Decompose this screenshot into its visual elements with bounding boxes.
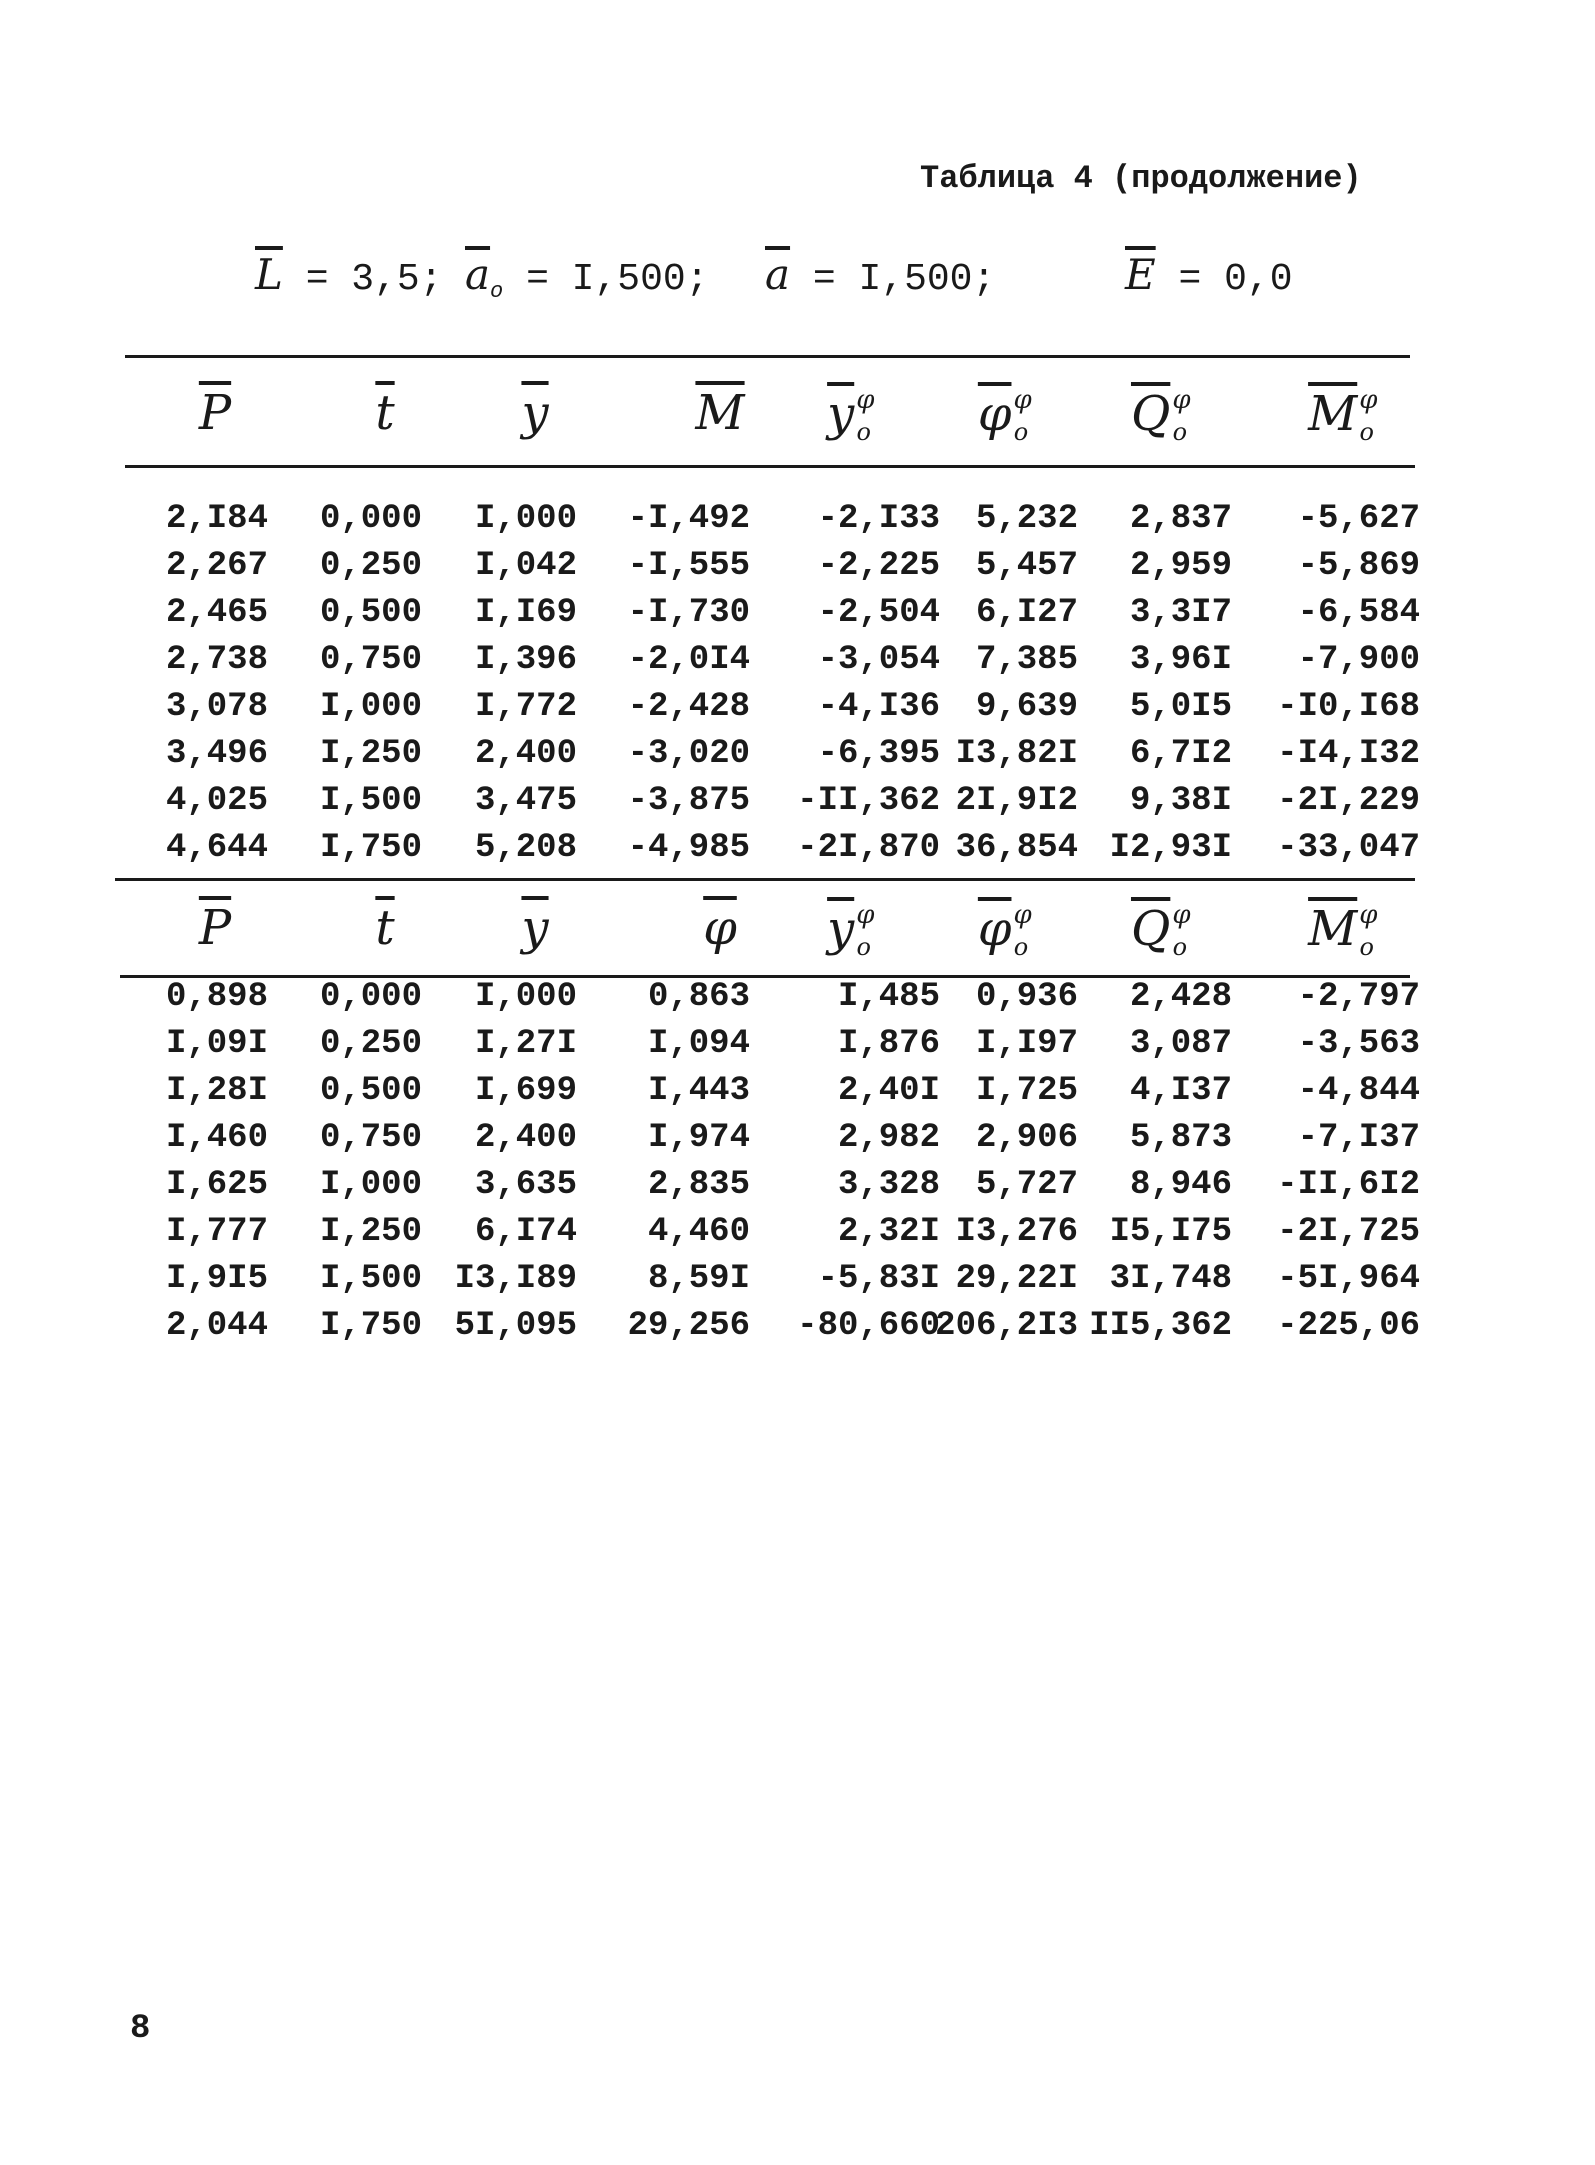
header-subscript: o [1013,933,1029,961]
table-caption: Таблица 4 (продолжение) [920,160,1362,197]
header-symbol: $\overline{\varphi}$ [977,901,1012,957]
param-value: = I,500; [526,258,709,301]
table-cell: -2,0I4 [627,641,750,679]
table-cell: I,000 [319,1166,422,1204]
header-symbol: $\overline{y}$ [521,385,549,441]
table-cell: -225,06 [1277,1307,1420,1345]
table-cell: 6,7I2 [1129,735,1232,773]
header-subscript: o [856,933,871,961]
param-subscript: o [490,279,504,304]
table-cell: 9,38I [1129,782,1232,820]
table-cell: 2,428 [1129,978,1232,1016]
table-cell: I3,I89 [454,1260,577,1298]
table-cell: I,28I [165,1072,268,1110]
table-cell: I,772 [474,688,577,726]
table1-header-cell [310,385,460,441]
table-cell: 3,496 [165,735,268,773]
header-symbol: $\overline{P}$ [198,385,232,441]
table-cell: 2,267 [165,547,268,585]
table2-header-cell [783,900,933,961]
header-symbol: $\overline{t}$ [375,900,395,956]
header-symbol: $\overline{y}$ [827,386,855,442]
table2-body [0,978,1595,1354]
table-cell: -7,900 [1297,641,1420,679]
header-superscript: φ [1359,900,1378,930]
table-cell: -5I,964 [1277,1260,1420,1298]
table-row [0,500,1595,547]
table-cell: -5,627 [1297,500,1420,538]
table-row [0,735,1595,782]
table-cell: 0,750 [319,641,422,679]
table1-header-cell [460,385,610,441]
table-cell: I,27I [474,1025,577,1063]
table-cell: I,000 [474,500,577,538]
table1-header [0,385,1595,475]
table-cell: -I4,I32 [1277,735,1420,773]
table-cell: -4,I36 [817,688,940,726]
table-cell: -3,563 [1297,1025,1420,1063]
table-cell: 0,863 [647,978,750,1016]
table-cell: I,876 [837,1025,940,1063]
table-cell: 2,906 [975,1119,1078,1157]
table-cell: 8,946 [1129,1166,1232,1204]
table-cell: 6,I27 [975,594,1078,632]
header-symbol: $\overline{M}$ [695,385,745,441]
table-cell: 2,465 [165,594,268,632]
table-row [0,1213,1595,1260]
table-cell: -3,020 [627,735,750,773]
table-row [0,829,1595,876]
table-cell: 5I,095 [454,1307,577,1345]
header-subscript: o [1172,418,1188,446]
table-row [0,1260,1595,1307]
table-cell: I,9I5 [165,1260,268,1298]
param-E [1125,250,1293,301]
table-row [0,782,1595,829]
table1-top-rule [125,355,1410,358]
header-symbol: $\overline{P}$ [198,900,232,956]
table-cell: 5,873 [1129,1119,1232,1157]
table-row [0,978,1595,1025]
header-symbol: $\overline{M}$ [1308,901,1358,957]
table2-header-cell [140,900,290,956]
table1-bottom-rule [115,878,1415,881]
table-cell: 0,500 [319,594,422,632]
table-cell: 3,635 [474,1166,577,1204]
table-cell: -2,504 [817,594,940,632]
table-row [0,1025,1595,1072]
table-cell: I,460 [165,1119,268,1157]
table-cell: 3,328 [837,1166,940,1204]
table-cell: -3,054 [817,641,940,679]
table-cell: 0,500 [319,1072,422,1110]
table-cell: -II,6I2 [1277,1166,1420,1204]
table-cell: -2,797 [1297,978,1420,1016]
table-cell: 9,639 [975,688,1078,726]
table-row [0,641,1595,688]
table-cell: I,750 [319,829,422,867]
table1-header-cell [645,385,795,441]
table-cell: I5,I75 [1109,1213,1232,1251]
header-superscript: φ [1172,385,1191,415]
table1-header-cell [140,385,290,441]
table-row [0,1119,1595,1166]
table-cell: 29,256 [627,1307,750,1345]
table-cell: I,500 [319,1260,422,1298]
table-cell: -80,660 [797,1307,940,1345]
table-cell: -2I,725 [1277,1213,1420,1251]
table2-header-cell [937,900,1087,961]
table-cell: 0,750 [319,1119,422,1157]
table-cell: 2I,9I2 [955,782,1078,820]
param-symbol: $\overline{L}$ [255,250,283,299]
table-cell: I,I97 [975,1025,1078,1063]
table-cell: I3,82I [955,735,1078,773]
table-cell: I,777 [165,1213,268,1251]
table-cell: 29,22I [955,1260,1078,1298]
table-cell: -4,844 [1297,1072,1420,1110]
table-cell: 4,025 [165,782,268,820]
table-cell: 2,959 [1129,547,1232,585]
table2-header-cell [1275,900,1425,961]
table-cell: 3,96I [1129,641,1232,679]
table-cell: -6,395 [817,735,940,773]
table-cell: I,699 [474,1072,577,1110]
table-cell: I,974 [647,1119,750,1157]
table-row [0,688,1595,735]
table-cell: 3,078 [165,688,268,726]
table1-header-rule [125,465,1415,468]
header-superscript: φ [1013,385,1032,415]
header-symbol: $\overline{Q}$ [1130,901,1171,957]
table-cell: -I,555 [627,547,750,585]
page-number: 8 [130,2010,151,2048]
table1-header-cell [783,385,933,446]
table-cell: -2I,870 [797,829,940,867]
header-superscript: φ [1359,385,1378,415]
table-cell: 4,I37 [1129,1072,1232,1110]
table-cell: -33,047 [1277,829,1420,867]
table-cell: -6,584 [1297,594,1420,632]
table2-header-cell [460,900,610,956]
param-value: = 0,0 [1178,258,1293,301]
header-symbol: $\overline{t}$ [375,385,395,441]
header-superscript: φ [1172,900,1191,930]
table-cell: I,000 [319,688,422,726]
table-cell: 3I,748 [1109,1260,1232,1298]
table-cell: -I0,I68 [1277,688,1420,726]
param-value: = 3,5; [305,258,443,301]
table-cell: 0,936 [975,978,1078,1016]
table-cell: I,443 [647,1072,750,1110]
table-cell: 206,2I3 [935,1307,1078,1345]
table-cell: I,I69 [474,594,577,632]
table-row [0,1072,1595,1119]
header-symbol: $\overline{y}$ [521,900,549,956]
table-cell: I,000 [474,978,577,1016]
table-cell: 2,32I [837,1213,940,1251]
param-symbol: $\overline{a}$ [765,250,791,299]
header-symbol: $\overline{Q}$ [1130,386,1171,442]
table-cell: I,042 [474,547,577,585]
table-cell: 2,835 [647,1166,750,1204]
table-cell: 0,250 [319,547,422,585]
table-cell: 5,457 [975,547,1078,585]
table-cell: -II,362 [797,782,940,820]
table-cell: -7,I37 [1297,1119,1420,1157]
table-cell: -I,492 [627,500,750,538]
table-cell: -5,83I [817,1260,940,1298]
table-cell: -I,730 [627,594,750,632]
header-subscript: o [1359,933,1374,961]
table-cell: 2,40I [837,1072,940,1110]
header-subscript: o [1359,418,1374,446]
table1-header-cell [1093,385,1243,446]
table-cell: I2,93I [1109,829,1232,867]
table-cell: I,625 [165,1166,268,1204]
table-row [0,1307,1595,1354]
table-cell: I,485 [837,978,940,1016]
table-cell: 5,0I5 [1129,688,1232,726]
param-a [765,250,995,301]
table-cell: 5,232 [975,500,1078,538]
param-symbol: $\overline{a}$ [465,250,491,299]
table-cell: -2,428 [627,688,750,726]
param-L [255,250,443,301]
table-cell: 7,385 [975,641,1078,679]
table-cell: 0,000 [319,978,422,1016]
header-subscript: o [1013,418,1029,446]
table-cell: 5,208 [474,829,577,867]
table-cell: -5,869 [1297,547,1420,585]
table-cell: 8,59I [647,1260,750,1298]
table-row [0,547,1595,594]
header-superscript: φ [856,385,875,415]
table-cell: 4,460 [647,1213,750,1251]
table1-header-cell [937,385,1087,446]
table-cell: I,750 [319,1307,422,1345]
table-cell: 0,250 [319,1025,422,1063]
table-cell: I,094 [647,1025,750,1063]
table-cell: 2,738 [165,641,268,679]
header-superscript: φ [856,900,875,930]
table-cell: I,500 [319,782,422,820]
table-cell: 4,644 [165,829,268,867]
header-symbol: $\overline{M}$ [1308,386,1358,442]
header-subscript: o [1172,933,1188,961]
table-cell: 2,044 [165,1307,268,1345]
header-symbol: $\overline{\varphi}$ [977,386,1012,442]
table-cell: 2,400 [474,735,577,773]
header-subscript: o [856,418,871,446]
table-row [0,594,1595,641]
table-cell: 36,854 [955,829,1078,867]
table-cell: 2,837 [1129,500,1232,538]
param-value: = I,500; [812,258,996,301]
header-symbol: $\overline{y}$ [827,901,855,957]
table-row [0,1166,1595,1213]
table-cell: I3,276 [955,1213,1078,1251]
table-cell: 3,475 [474,782,577,820]
table-cell: 2,982 [837,1119,940,1157]
header-symbol: $\overline{\varphi}$ [703,900,737,956]
table-cell: -3,875 [627,782,750,820]
table-cell: 2,400 [474,1119,577,1157]
table-cell: -2I,229 [1277,782,1420,820]
table-cell: -4,985 [627,829,750,867]
table-cell: 5,727 [975,1166,1078,1204]
table1-body [0,500,1595,876]
table1-header-cell [1275,385,1425,446]
table-cell: I,396 [474,641,577,679]
table-cell: 3,3I7 [1129,594,1232,632]
table-cell: I,250 [319,1213,422,1251]
table-cell: 0,898 [165,978,268,1016]
table-cell: I,250 [319,735,422,773]
table-cell: 6,I74 [474,1213,577,1251]
param-a0 [465,250,709,304]
table-cell: -2,225 [817,547,940,585]
table-cell: 0,000 [319,500,422,538]
table-cell: I,09I [165,1025,268,1063]
parameters-line [0,250,1595,310]
table2-header-cell [645,900,795,956]
table-cell: I,725 [975,1072,1078,1110]
param-symbol: $\overline{E}$ [1125,250,1156,299]
header-superscript: φ [1013,900,1032,930]
table-cell: II5,362 [1089,1307,1232,1345]
table-cell: 2,I84 [165,500,268,538]
table2-header-cell [1093,900,1243,961]
table-cell: 3,087 [1129,1025,1232,1063]
table-cell: -2,I33 [817,500,940,538]
table2-header-cell [310,900,460,956]
